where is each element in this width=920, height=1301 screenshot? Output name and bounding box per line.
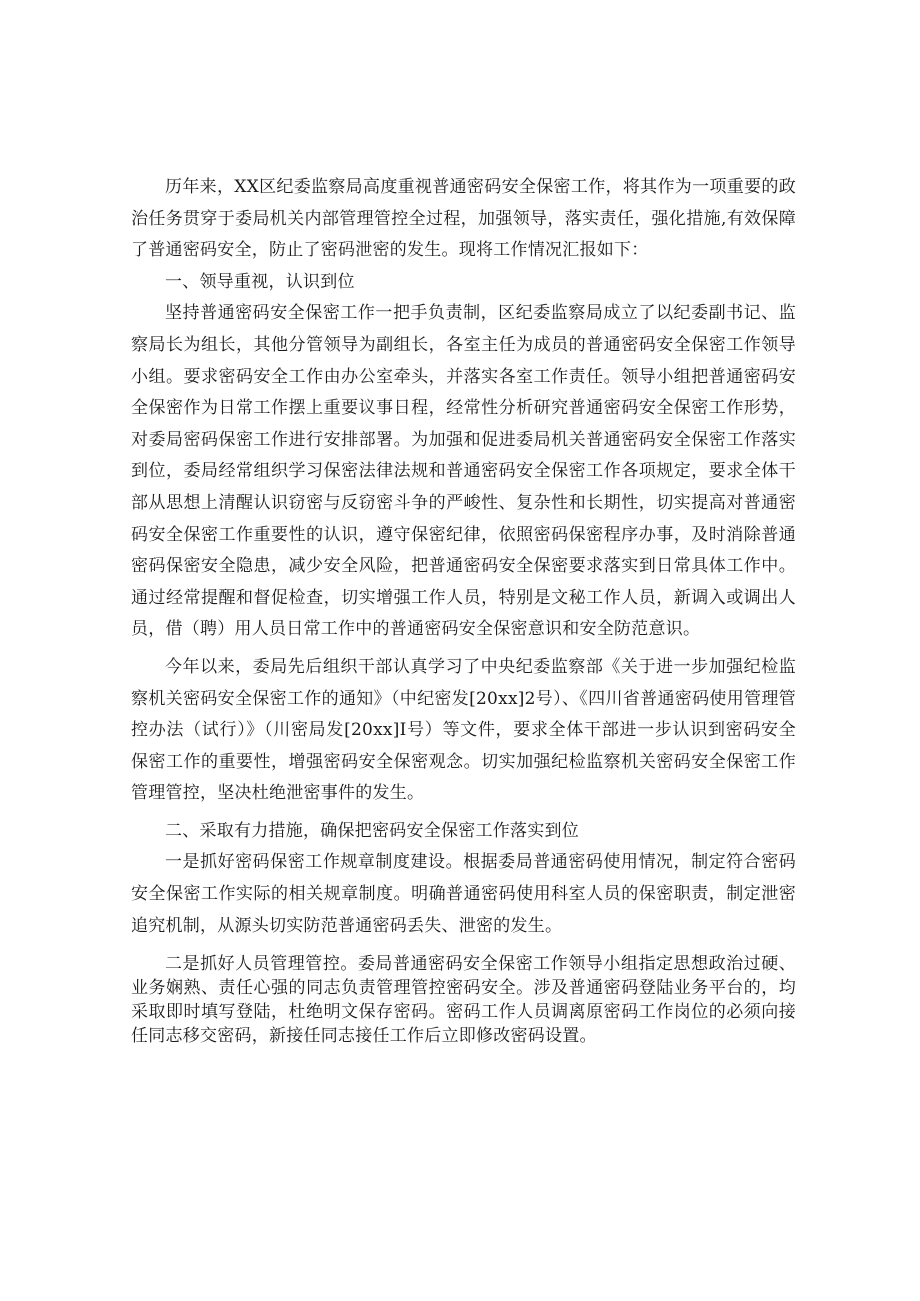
section-1-paragraph-2: 今年以来，委局先后组织干部认真学习了中央纪委监察部《关于进一步加强纪检监察机关密码安全保密工作的通知》（中纪密发[20xx]2号）、《四川省普通密码使用管理管控办法（试行）》（川密局发[20xx]I号）等文件，要求全体干部进一步认识到密码安全保密工作的重要性，增强密码安全保密观念。切实加强纪检监察机关密码安全保密工作管理管控，坚决杜绝泄密事件的发生。 [131, 656, 796, 804]
section-heading-2: 二、采取有力措施，确保把密码安全保密工作落实到位 [165, 820, 579, 841]
intro-paragraph: 历年来，XX区纪委监察局高度重视普通密码安全保密工作，将其作为一项重要的政治任务贯穿于委局机关内部管理管控全过程，加强领导，落实责任，强化措施,有效保障了普通密码安全，防止了密码泄密的发生。现将工作情况汇报如下： [131, 177, 796, 261]
section-1-paragraph-1: 坚持普通密码安全保密工作一把手负责制，区纪委监察局成立了以纪委副书记、监察局长为组长，其他分管领导为副组长，各室主任为成员的普通密码安全保密工作领导小组。要求密码安全工作由办公室牵头，并落实各室工作责任。领导小组把普通密码安全保密作为日常工作摆上重要议事日程，经常性分析研究普通密码安全保密工作形势，对委局密码保密工作进行安排部署。为加强和促进委局机关普通密码安全保密工作落实到位，委局经常组织学习保密法律法规和普通密码安全保密工作各项规定，要求全体干部从思想上清醒认识窃密与反窃密斗争的严峻性、复杂性和长期性，切实提高对普通密码安全保密工作重要性的认识，遵守保密纪律，依照密码保密程序办事，及时消除普通密码保密安全隐患，减少安全风险，把普通密码安全保密要求落实到日常具体工作中。通过经常提醒和督促检查，切实增强工作人员，特别是文秘工作人员，新调入或调出人员，借（聘）用人员日常工作中的普通密码安全保密意识和安全防范意识。 [131, 303, 796, 640]
spacer [131, 942, 796, 952]
section-heading-1: 一、领导重视，认识到位 [165, 271, 355, 292]
section-2-paragraph-1: 一是抓好密码保密工作规章制度建设。根据委局普通密码使用情况，制定符合密码安全保密工作实际的相关规章制度。明确普通密码使用科室人员的保密职责，制定泄密追究机制，从源头切实防范普通密码丢失、泄密的发生。 [131, 852, 796, 936]
document-body [131, 172, 796, 1048]
section-2-paragraph-2: 二是抓好人员管理管控。委局普通密码安全保密工作领导小组指定思想政治过硬、业务娴熟、责任心强的同志负责管理管控密码安全。涉及普通密码登陆业务平台的，均采取即时填写登陆，杜绝明文保存密码。密码工作人员调离原密码工作岗位的必须向接任同志移交密码，新接任同志接任工作后立即修改密码设置。 [131, 954, 796, 1047]
